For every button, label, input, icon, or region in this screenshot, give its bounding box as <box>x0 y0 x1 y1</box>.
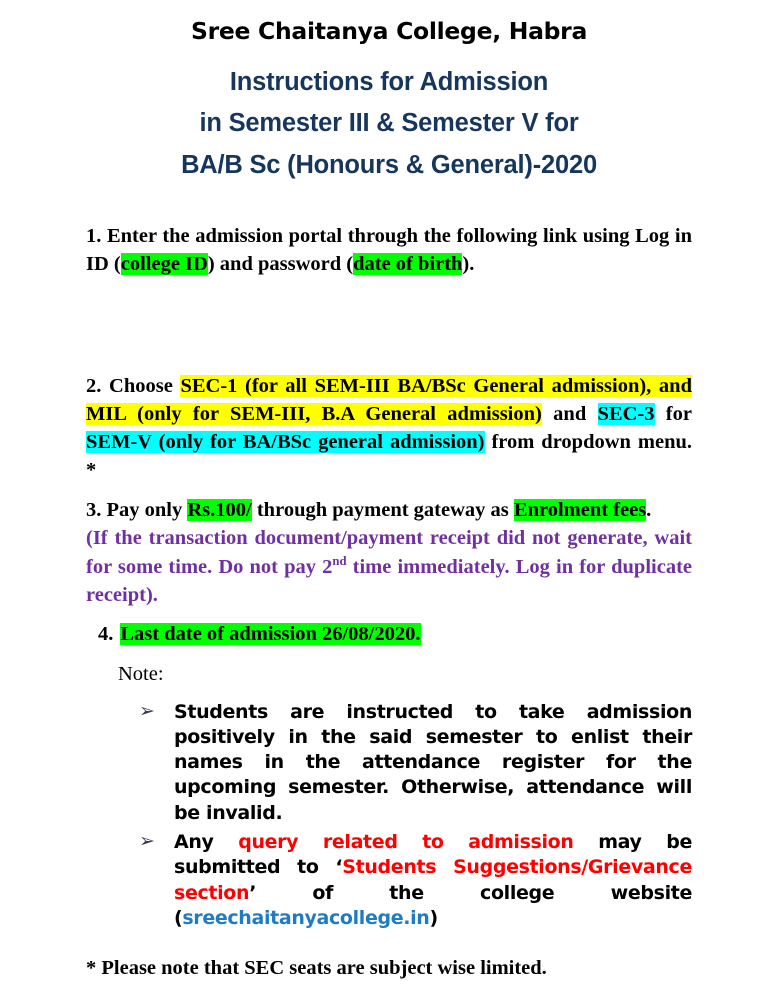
instruction-item-3 <box>86 484 692 608</box>
item-1-text-a: Enter the admission portal through the following link using Log in ID ( <box>86 224 692 275</box>
bullet-2-text-c: ’ of the college website ( <box>174 881 692 929</box>
bullet-1-text: Students are instructed to take admission positively in the said semester to enlist their names in the attendance register for the upcoming semester. Otherwise, attendance will be invalid. <box>174 700 692 824</box>
item-3-note-text-a: (If the transaction document/payment receipt did not generate, wait for some time. Do not pay 2 <box>86 527 692 578</box>
arrow-bullet-icon: ➢ <box>139 699 155 722</box>
item-2-number: 2. <box>86 375 102 398</box>
item-3-purple-note <box>86 524 692 608</box>
bullet-2-text-a: Any <box>174 831 239 854</box>
item-3-note-text-b: time immediately. Log in for duplicate receipt). <box>86 555 692 606</box>
note-bullet-list <box>86 686 692 931</box>
bullet-2-text-b: may be submitted to ‘ <box>174 831 692 879</box>
item-1-highlight-date-of-birth: date of birth <box>353 252 463 275</box>
item-1-text-c: ). <box>462 252 475 275</box>
item-3-text-a: Pay only <box>101 499 188 522</box>
item-1-number: 1. <box>86 224 102 247</box>
item-1-highlight-college-id: college ID <box>120 252 208 275</box>
bullet-2-red-query: query related to admission <box>238 831 574 854</box>
item-2-text-d: from dropdown menu. * <box>86 431 692 482</box>
item-3-number: 3. <box>86 499 102 522</box>
item-4-highlight-last-date: Last date of admission 26/08/2020. <box>120 622 421 645</box>
note-label: Note: <box>118 662 164 685</box>
page-title <box>86 45 692 186</box>
item-3-text-c: . <box>646 499 652 522</box>
item-2-highlight-sec1-mil: SEC-1 (for all SEM-III BA/BSc General admission), and MIL (only for SEM-III, B.A General admission) <box>86 375 692 426</box>
college-name-heading: Sree Chaitanya College, Habra <box>190 17 588 45</box>
admission-portal-link-line <box>86 278 692 322</box>
page-title-line-3: BA/B Sc (Honours & General)-2020 <box>181 150 597 179</box>
item-2-text-a: Choose <box>101 375 181 398</box>
item-2-highlight-sec3: SEC-3 <box>597 403 655 426</box>
item-3-highlight-enrolment-fees: Enrolment fees <box>513 499 647 522</box>
bullet-2-text-d: ) <box>429 906 438 929</box>
item-3-text-b: through payment gateway as <box>251 499 514 522</box>
college-website-link[interactable]: sreechaitanyacollege.in <box>182 906 430 929</box>
item-2-text-c: for <box>654 403 692 426</box>
arrow-bullet-icon: ➢ <box>139 830 155 853</box>
page-title-line-2: in Semester III & Semester V for <box>199 109 579 138</box>
item-4-number: 4. <box>98 622 114 645</box>
item-1-text-b: ) and password ( <box>207 252 354 275</box>
instruction-item-4 <box>86 609 692 646</box>
list-item <box>86 700 692 826</box>
instruction-item-1 <box>86 186 692 278</box>
page-title-line-1: Instructions for Admission <box>229 68 549 97</box>
instruction-item-2 <box>86 322 692 484</box>
footnote-sec-seats: * Please note that SEC seats are subject wise limited. <box>86 957 547 980</box>
item-3-highlight-amount: Rs.100/ <box>187 499 252 522</box>
item-2-text-b: and <box>541 403 598 426</box>
bullet-2-red-section: Students Suggestions/Grievance section <box>174 856 692 904</box>
list-item <box>86 830 692 931</box>
item-2-highlight-semv: SEM-V (only for BA/BSc general admission) <box>86 431 485 454</box>
item-3-note-superscript: nd <box>332 553 347 568</box>
